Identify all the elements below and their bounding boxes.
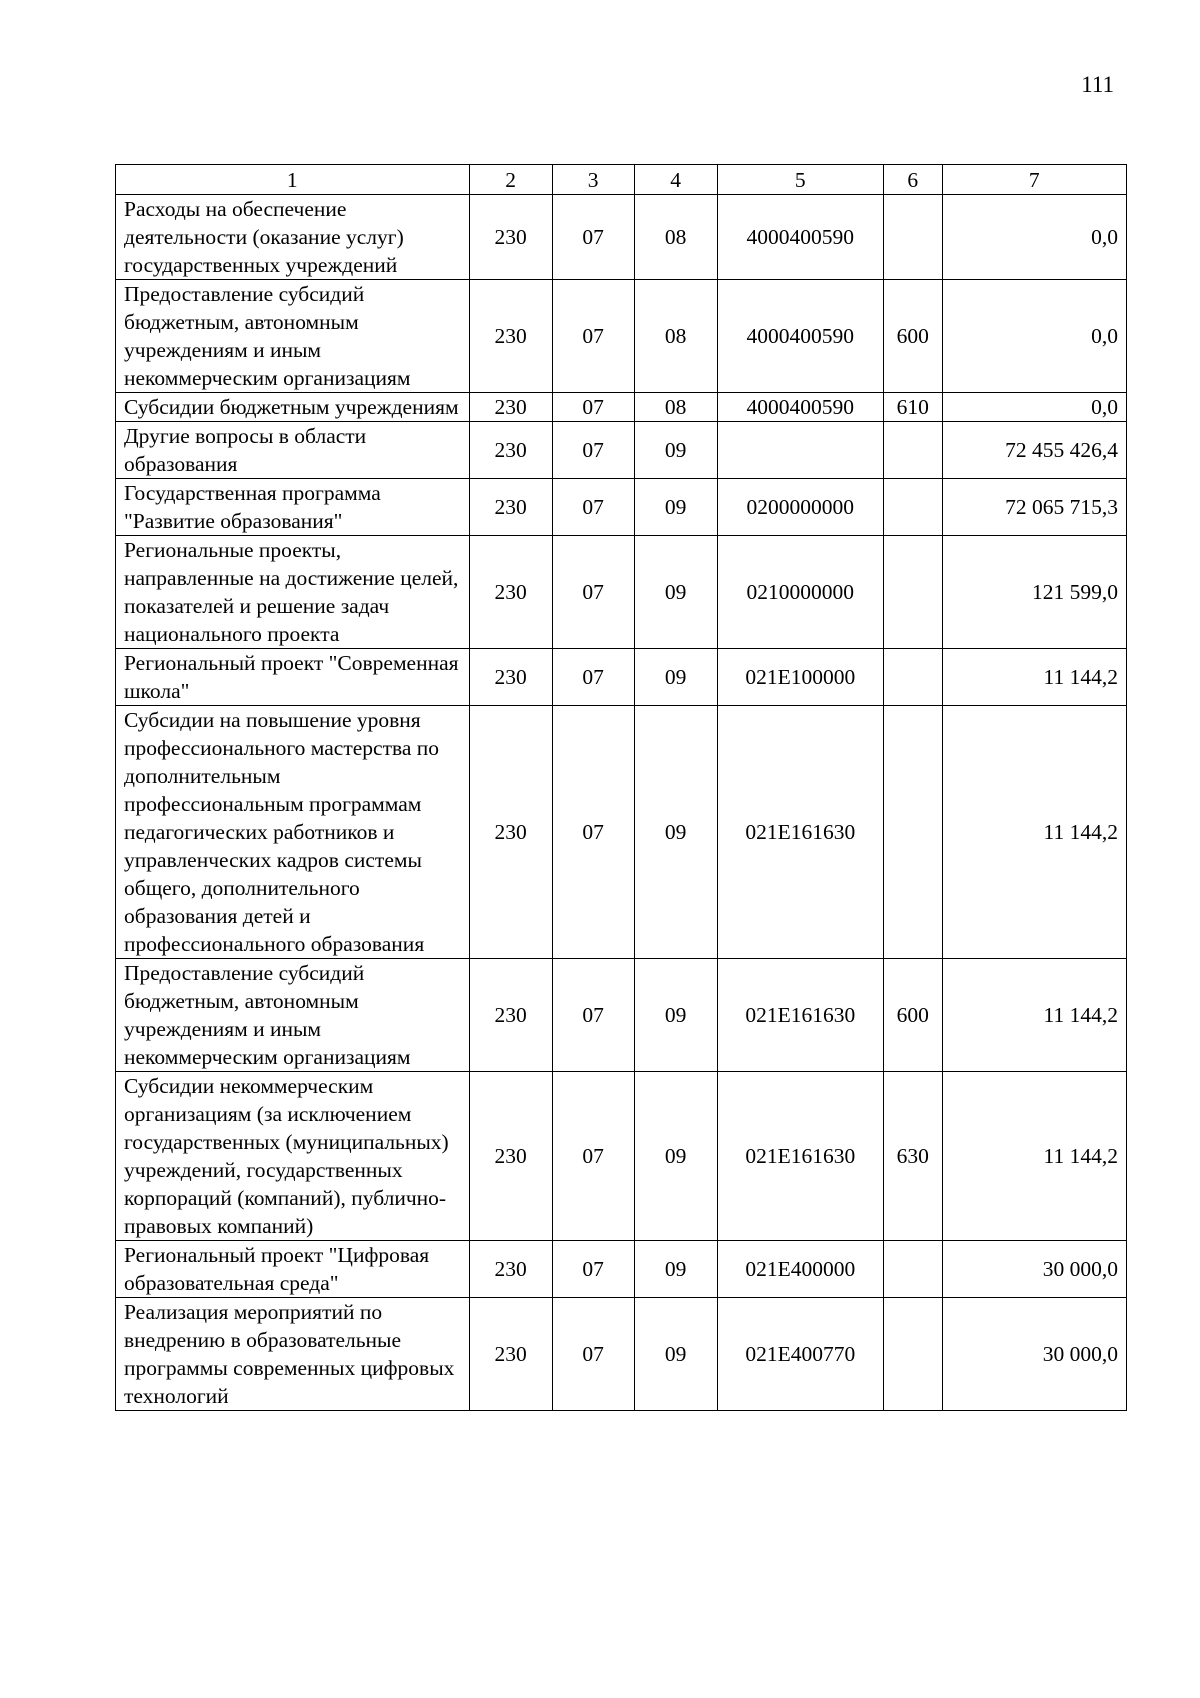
row-code-3: 07 [552,422,634,479]
row-code-2: 230 [469,195,552,280]
header-col-4: 4 [634,165,717,195]
row-code-3: 07 [552,1241,634,1298]
row-code-5: 0210000000 [717,536,883,649]
row-code-4: 09 [634,479,717,536]
row-amount: 121 599,0 [942,536,1126,649]
row-amount: 30 000,0 [942,1298,1126,1411]
row-code-5: 021E100000 [717,649,883,706]
row-code-5: 021E400770 [717,1298,883,1411]
row-description: Региональный проект "Цифровая образовательная среда" [116,1241,470,1298]
row-description: Реализация мероприятий по внедрению в образовательные программы современных цифровых технологий [116,1298,470,1411]
header-row [116,165,1127,195]
row-amount: 0,0 [942,195,1126,280]
row-code-3: 07 [552,1298,634,1411]
row-code-3: 07 [552,393,634,422]
row-code-3: 07 [552,649,634,706]
row-code-6 [883,195,942,280]
row-code-5: 021E161630 [717,959,883,1072]
table-row [116,959,1127,1072]
row-description: Предоставление субсидий бюджетным, автономным учреждениям и иным некоммерческим организациям [116,959,470,1072]
row-code-3: 07 [552,1072,634,1241]
row-amount: 11 144,2 [942,959,1126,1072]
row-code-4: 09 [634,649,717,706]
header-col-7: 7 [942,165,1126,195]
row-description: Расходы на обеспечение деятельности (оказание услуг) государственных учреждений [116,195,470,280]
row-amount: 11 144,2 [942,1072,1126,1241]
row-code-4: 09 [634,536,717,649]
table-row [116,393,1127,422]
row-code-6: 610 [883,393,942,422]
row-code-6 [883,649,942,706]
row-code-3: 07 [552,536,634,649]
row-code-5: 021E161630 [717,706,883,959]
row-amount: 11 144,2 [942,706,1126,959]
row-code-3: 07 [552,195,634,280]
table-row [116,706,1127,959]
header-col-1: 1 [116,165,470,195]
row-code-2: 230 [469,536,552,649]
row-code-6: 600 [883,280,942,393]
row-code-2: 230 [469,1241,552,1298]
header-col-2: 2 [469,165,552,195]
table-row [116,195,1127,280]
row-code-2: 230 [469,393,552,422]
row-description: Субсидии некоммерческим организациям (за исключением государственных (муниципальных) учреждений, государственных корпораций (компаний), публично-правовых компаний) [116,1072,470,1241]
row-code-5: 0200000000 [717,479,883,536]
row-code-5: 021E161630 [717,1072,883,1241]
table-row [116,536,1127,649]
row-code-4: 08 [634,393,717,422]
header-col-5: 5 [717,165,883,195]
table-header [116,165,1127,195]
row-code-6: 630 [883,1072,942,1241]
row-code-6 [883,479,942,536]
row-code-4: 09 [634,706,717,959]
row-code-2: 230 [469,1072,552,1241]
row-code-3: 07 [552,479,634,536]
row-description: Предоставление субсидий бюджетным, автономным учреждениям и иным некоммерческим организациям [116,280,470,393]
table-row [116,422,1127,479]
row-description: Другие вопросы в области образования [116,422,470,479]
table-row [116,479,1127,536]
row-amount: 72 455 426,4 [942,422,1126,479]
page-number: 111 [1081,72,1114,97]
row-code-2: 230 [469,706,552,959]
row-code-2: 230 [469,422,552,479]
row-code-3: 07 [552,959,634,1072]
header-col-3: 3 [552,165,634,195]
row-code-3: 07 [552,280,634,393]
row-code-5 [717,422,883,479]
row-code-3: 07 [552,706,634,959]
row-code-4: 09 [634,959,717,1072]
row-code-5: 4000400590 [717,393,883,422]
table-row [116,1241,1127,1298]
table-row [116,1298,1127,1411]
row-code-6 [883,1241,942,1298]
row-code-2: 230 [469,280,552,393]
row-code-2: 230 [469,959,552,1072]
row-code-6 [883,422,942,479]
budget-table [115,164,1127,1411]
row-code-2: 230 [469,1298,552,1411]
row-description: Субсидии бюджетным учреждениям [116,393,470,422]
row-amount: 30 000,0 [942,1241,1126,1298]
row-code-2: 230 [469,649,552,706]
row-code-5: 021E400000 [717,1241,883,1298]
table-row [116,280,1127,393]
row-code-4: 08 [634,195,717,280]
row-code-6 [883,536,942,649]
row-code-4: 09 [634,1298,717,1411]
table-row [116,649,1127,706]
row-description: Субсидии на повышение уровня профессионального мастерства по дополнительным профессиональным программам педагогических работников и управленческих кадров системы общего, дополнительного образования детей и профессионального образования [116,706,470,959]
row-amount: 0,0 [942,393,1126,422]
row-description: Региональный проект "Современная школа" [116,649,470,706]
row-code-4: 09 [634,1072,717,1241]
row-code-6 [883,706,942,959]
row-description: Государственная программа "Развитие образования" [116,479,470,536]
row-code-6 [883,1298,942,1411]
row-description: Региональные проекты, направленные на достижение целей, показателей и решение задач национального проекта [116,536,470,649]
row-code-4: 08 [634,280,717,393]
row-code-4: 09 [634,422,717,479]
header-col-6: 6 [883,165,942,195]
row-code-6: 600 [883,959,942,1072]
row-code-4: 09 [634,1241,717,1298]
row-code-5: 4000400590 [717,195,883,280]
row-code-2: 230 [469,479,552,536]
table-row [116,1072,1127,1241]
row-amount: 11 144,2 [942,649,1126,706]
row-amount: 0,0 [942,280,1126,393]
row-code-5: 4000400590 [717,280,883,393]
row-amount: 72 065 715,3 [942,479,1126,536]
table-body [116,195,1127,1411]
